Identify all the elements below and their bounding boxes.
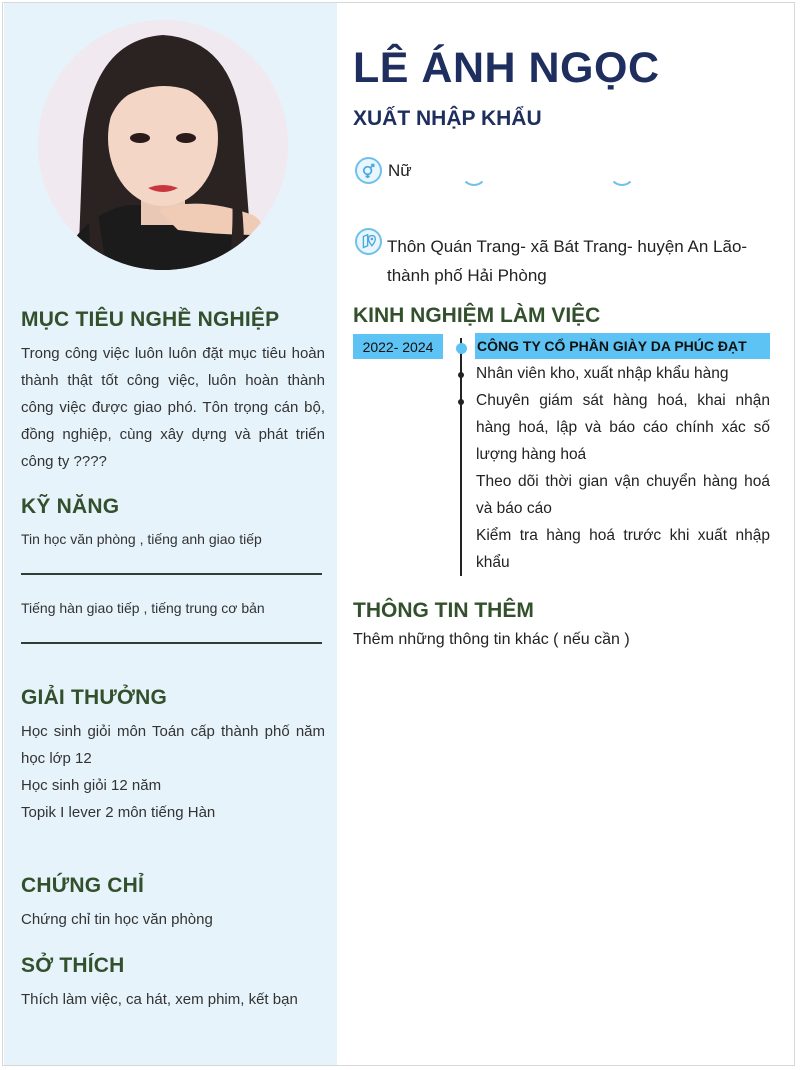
- skills-title: KỸ NĂNG: [21, 495, 120, 518]
- avatar: [38, 20, 288, 270]
- certificates-title: CHỨNG CHỈ: [21, 874, 145, 897]
- location-icon: [355, 228, 382, 255]
- experience-date: 2022- 2024: [353, 334, 443, 359]
- decorative-arc: [461, 160, 487, 186]
- location-icon-glyph: [360, 233, 377, 250]
- candidate-name: LÊ ÁNH NGỌC: [353, 44, 660, 92]
- timeline-bullet: [458, 399, 464, 405]
- job-title: XUẤT NHẬP KHẨU: [353, 107, 542, 130]
- certificates-text: Chứng chỉ tin học văn phòng: [21, 911, 213, 928]
- skill-item: Tiếng hàn giao tiếp , tiếng trung cơ bản: [21, 600, 265, 616]
- hobbies-title: SỞ THÍCH: [21, 954, 125, 977]
- objective-text: Trong công việc luôn luôn đặt mục tiêu hoàn thành thật tốt công việc, luôn hoàn thành công việc được giao phó. Tôn trọng cán bộ, đồng nghiệp, cùng xây dựng và phát triển công ty ????: [21, 345, 325, 470]
- awards-title: GIẢI THƯỞNG: [21, 686, 168, 709]
- award-item: Học sinh giỏi 12 năm: [21, 777, 162, 794]
- awards-list: [21, 718, 325, 826]
- experience-duty: Theo dõi thời gian vận chuyển hàng hoá và báo cáo: [476, 473, 770, 517]
- gender-value: Nữ: [388, 161, 412, 180]
- timeline-dot: [456, 343, 467, 354]
- award-item: Học sinh giỏi môn Toán cấp thành phố năm học lớp 12: [21, 723, 325, 767]
- address-line: Thôn Quán Trang- xã Bát Trang- huyện An Lão-: [387, 237, 748, 256]
- gender-icon: [355, 157, 382, 184]
- skill-divider: [21, 642, 322, 644]
- skill-item: Tin học văn phòng , tiếng anh giao tiếp: [21, 531, 262, 547]
- experience-role: Nhân viên kho, xuất nhập khẩu hàng: [476, 365, 729, 382]
- decorative-arc: [609, 160, 635, 186]
- company-name: CÔNG TY CỔ PHẦN GIÀY DA PHÚC ĐẠT: [475, 333, 770, 359]
- address-line: thành phố Hải Phòng: [387, 266, 547, 285]
- experience-duty: Kiểm tra hàng hoá trước khi xuất nhập khẩu: [476, 527, 770, 571]
- timeline-bullet: [458, 372, 464, 378]
- more-info-title: THÔNG TIN THÊM: [353, 599, 534, 622]
- experience-duty: Chuyên giám sát hàng hoá, khai nhận hàng hoá, lập và báo cáo chính xác số lượng hàng hoá: [476, 392, 770, 463]
- hobbies-text: Thích làm việc, ca hát, xem phim, kết bạn: [21, 991, 298, 1008]
- experience-title: KINH NGHIỆM LÀM VIỆC: [353, 304, 601, 327]
- more-info-text: Thêm những thông tin khác ( nếu cần ): [353, 631, 630, 648]
- gender-icon-glyph: [360, 162, 377, 179]
- objective-title: MỤC TIÊU NGHỀ NGHIỆP: [21, 308, 280, 331]
- award-item: Topik I lever 2 môn tiếng Hàn: [21, 804, 216, 821]
- skill-divider: [21, 573, 322, 575]
- avatar-photo: [38, 20, 288, 270]
- address: [387, 232, 747, 290]
